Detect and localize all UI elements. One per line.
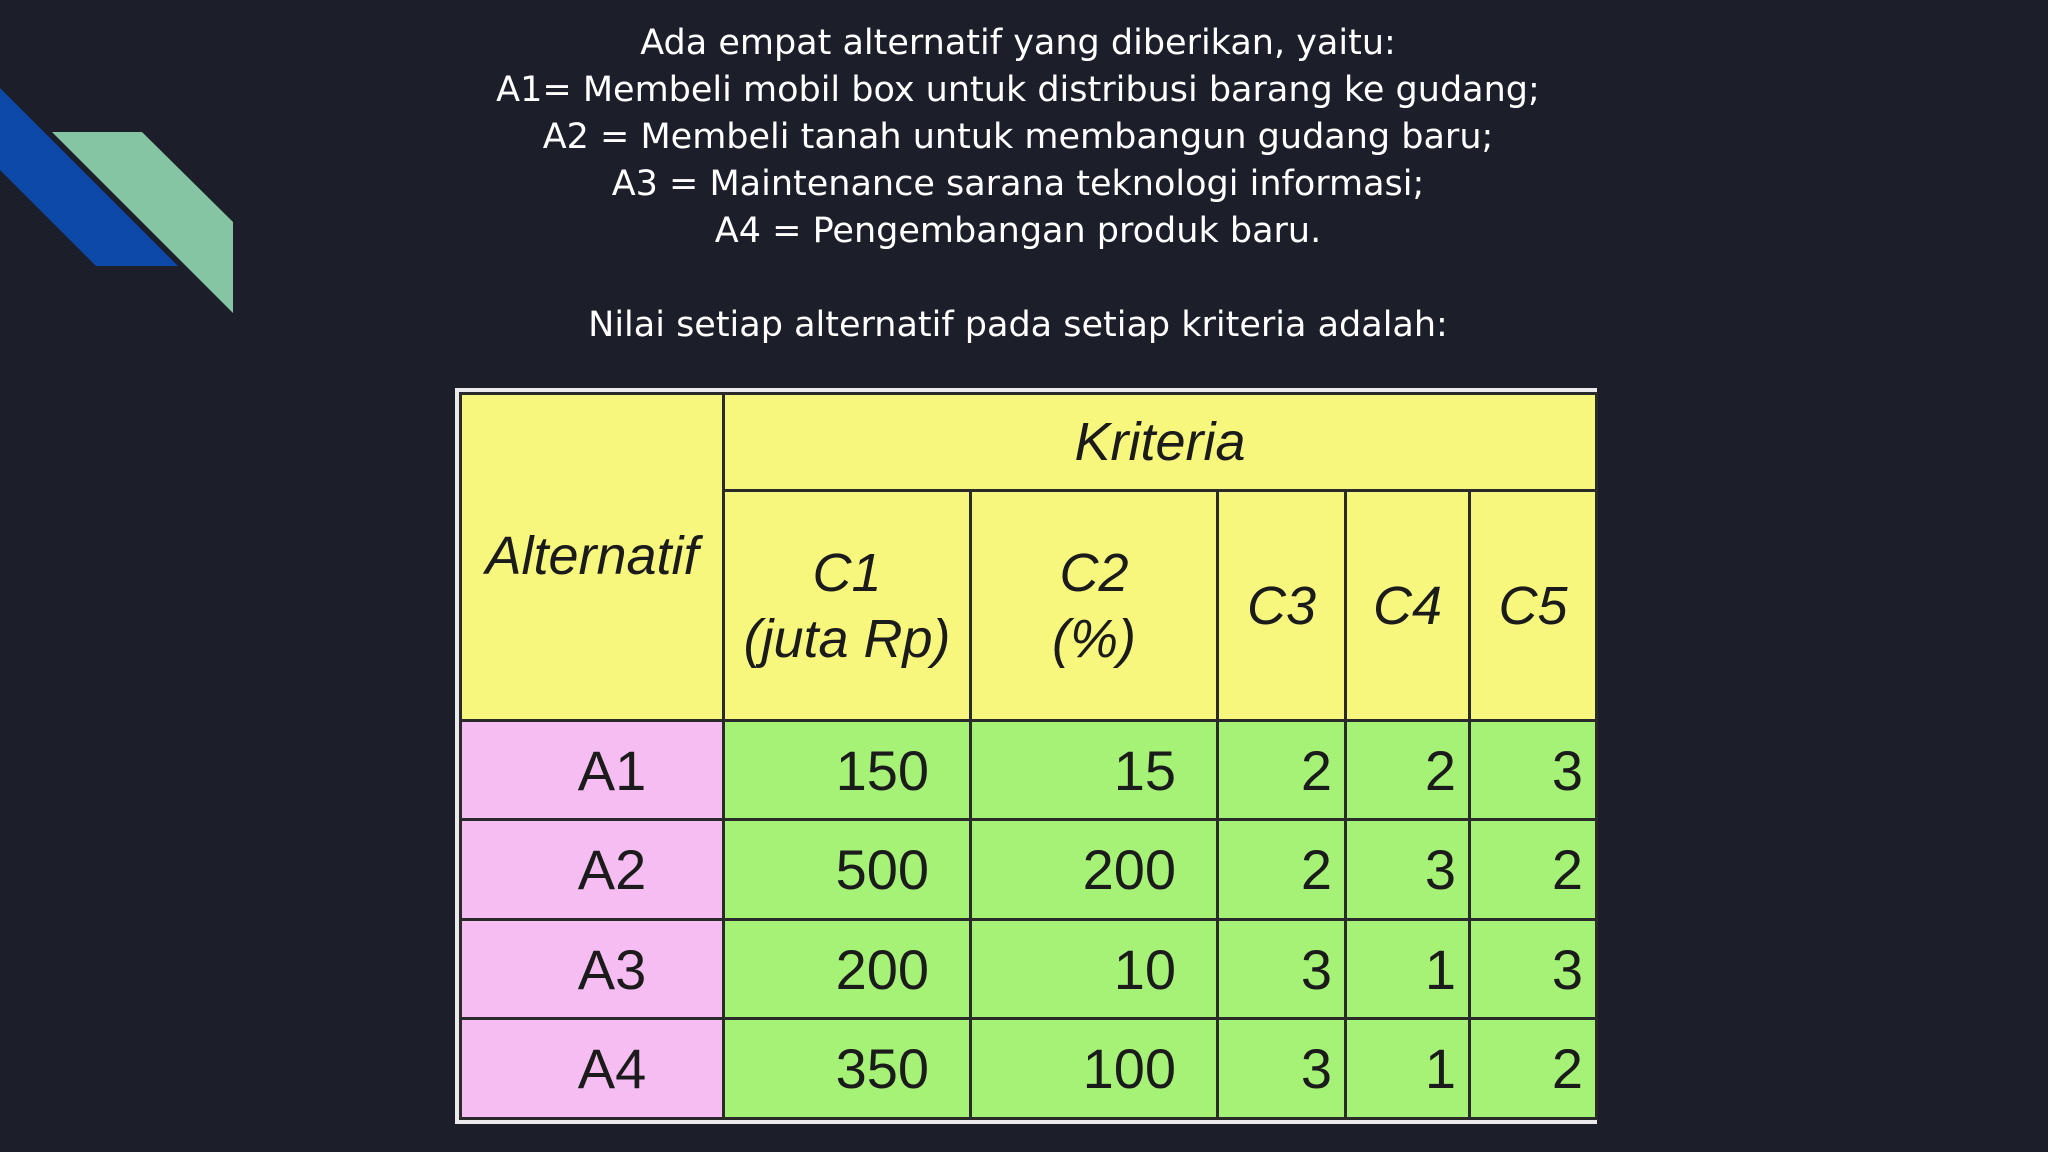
table-cell: 3 (1470, 919, 1597, 1019)
intro-line: A3 = Maintenance sarana teknologi informasi; (611, 164, 1425, 204)
intro-line: A1= Membeli mobil box untuk distribusi barang ke gudang; (496, 70, 1540, 110)
table-cell: 3 (1470, 720, 1597, 820)
column-header-c3 (1218, 491, 1346, 720)
table-cell: 1 (1346, 1019, 1470, 1119)
table-cell: 100 (971, 1019, 1218, 1119)
table-row (461, 919, 1597, 1019)
table-cell: 2 (1218, 820, 1346, 920)
column-header-unit: (juta Rp) (743, 608, 951, 669)
row-label: A3 (461, 919, 724, 1019)
table-cell: 150 (724, 720, 971, 820)
column-header-label: C2 (1059, 542, 1129, 603)
table-cell: 2 (1470, 1019, 1597, 1119)
intro-text (0, 20, 2036, 349)
table-row (461, 1019, 1597, 1119)
table-cell: 2 (1470, 820, 1597, 920)
criteria-table (459, 392, 1598, 1120)
table-cell: 3 (1218, 1019, 1346, 1119)
table-cell: 200 (971, 820, 1218, 920)
column-header-c5 (1470, 491, 1597, 720)
row-label: A2 (461, 820, 724, 920)
table-cell: 1 (1346, 919, 1470, 1019)
table-cell: 3 (1346, 820, 1470, 920)
intro-line: Ada empat alternatif yang diberikan, yaitu: (640, 23, 1396, 63)
column-header-c4 (1346, 491, 1470, 720)
criteria-table-frame (455, 388, 1597, 1124)
table-row (461, 820, 1597, 920)
table-cell: 10 (971, 919, 1218, 1019)
column-header-label: C3 (1246, 575, 1317, 636)
column-header-label: C4 (1372, 575, 1443, 636)
table-cell: 350 (724, 1019, 971, 1119)
table-row (461, 720, 1597, 820)
intro-line: A2 = Membeli tanah untuk membangun gudang baru; (542, 117, 1494, 157)
kriteria-header: Kriteria (724, 394, 1597, 491)
table-header-row (461, 394, 1597, 491)
row-label: A4 (461, 1019, 724, 1119)
column-header-c2 (971, 491, 1218, 720)
row-label: A1 (461, 720, 724, 820)
table-cell: 2 (1346, 720, 1470, 820)
table-cell: 15 (971, 720, 1218, 820)
column-header-label: C1 (812, 542, 882, 603)
table-cell: 3 (1218, 919, 1346, 1019)
column-header-c1 (724, 491, 971, 720)
spacer (0, 255, 2036, 302)
alternatif-header: Alternatif (461, 394, 724, 721)
intro-line: Nilai setiap alternatif pada setiap kriteria adalah: (588, 305, 1448, 345)
intro-line: A4 = Pengembangan produk baru. (714, 211, 1322, 251)
column-header-unit: (%) (1052, 608, 1136, 669)
table-cell: 500 (724, 820, 971, 920)
table-cell: 200 (724, 919, 971, 1019)
table-cell: 2 (1218, 720, 1346, 820)
column-header-label: C5 (1498, 575, 1568, 636)
